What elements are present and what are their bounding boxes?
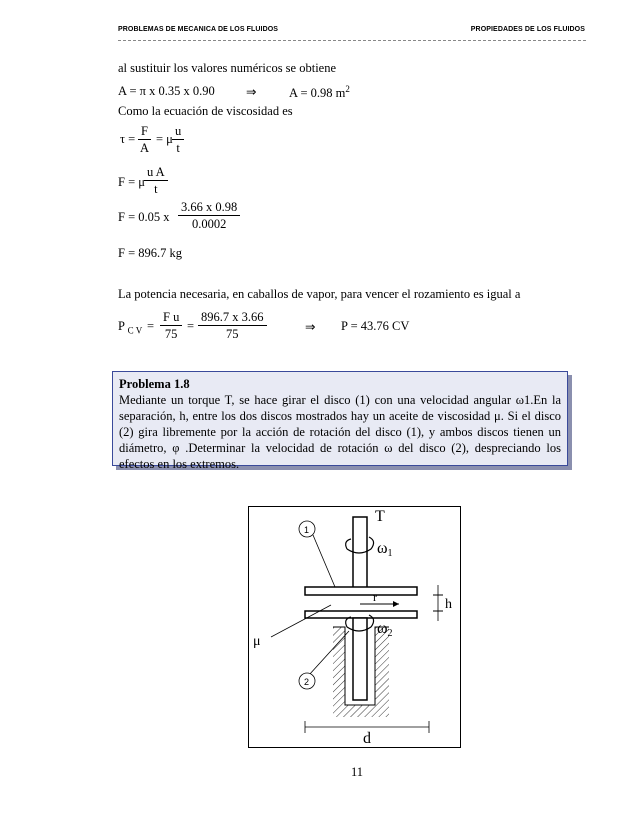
header-divider	[118, 40, 586, 41]
tau-den-2: t	[176, 141, 180, 155]
area-equation-rhs: A = 0.98 $m^2$	[289, 84, 350, 101]
label-omega-1: ω1	[377, 540, 393, 559]
power-eq-2: =	[187, 319, 195, 333]
power-result: P = 43.76 CV	[341, 319, 410, 333]
text-line-2: Como la ecuación de viscosidad es	[118, 104, 293, 118]
force-eq-2-fraction	[178, 200, 240, 231]
tau-fraction-2	[172, 124, 184, 155]
power-fraction-1	[160, 310, 182, 341]
disc-diagram	[248, 506, 461, 748]
label-1: 1	[304, 525, 310, 535]
force-eq-2-num: 3.66 x 0.98	[178, 200, 240, 216]
header-right: PROPIEDADES DE LOS FLUIDOS	[470, 26, 585, 33]
page-number: 11	[351, 765, 364, 779]
force-eq-1-num: u A	[144, 165, 168, 181]
disc-2	[305, 611, 417, 618]
implies-symbol: ⇒	[246, 85, 257, 99]
power-fraction-2	[198, 310, 267, 341]
disc-1	[305, 587, 417, 595]
power-num-1: F u	[160, 310, 182, 326]
tau-mid: = μ	[156, 132, 173, 146]
label-r: r	[373, 590, 377, 604]
force-result: F = 896.7 kg	[118, 246, 183, 260]
tau-den-1: A	[139, 141, 149, 155]
disc-diagram-svg	[249, 507, 460, 747]
label-d: d	[363, 730, 371, 747]
force-eq-2-lhs: F = 0.05 x	[118, 210, 170, 224]
problem-text: Mediante un torque T, se hace girar el disco (1) con una velocidad angular ω1.En la separación, h, entre los dos discos mostrados hay un aceite de viscosidad μ. Si el disco (2) gira libremente por la acción de rotación del disco (1), y ambos discos tienen un diámetro, φ .Determinar la velocidad de rotación ω del disco (2), despreciando los efectos en los extremos.	[119, 393, 561, 471]
force-eq-1-fraction	[144, 165, 168, 196]
power-den-2: 75	[226, 327, 239, 341]
label-T: T	[375, 508, 385, 525]
tau-lhs: τ =	[120, 132, 136, 146]
label-2: 2	[304, 677, 310, 687]
force-eq-2-den: 0.0002	[191, 217, 227, 231]
label-mu: μ	[253, 634, 261, 649]
text-line-1: al sustituir los valores numéricos se obtiene	[118, 61, 337, 75]
upper-shaft	[353, 517, 367, 593]
power-eq: =	[147, 319, 155, 333]
force-eq-1-lhs: F = μ	[118, 175, 145, 189]
text-line-3: La potencia necesaria, en caballos de vapor, para vencer el rozamiento es igual a	[118, 287, 521, 301]
power-lhs: P $_{C V}$	[118, 319, 143, 336]
power-implies: ⇒	[305, 320, 316, 334]
tau-fraction-1	[138, 124, 151, 155]
label-h: h	[445, 597, 452, 612]
tau-num-2: u	[172, 124, 184, 140]
leader-1	[313, 535, 335, 587]
area-equation-lhs: A = π x 0.35 x 0.90	[118, 84, 215, 98]
leader-mu	[271, 605, 331, 637]
power-num-2: 896.7 x 3.66	[198, 310, 267, 326]
power-den-1: 75	[164, 327, 178, 341]
header-left: PROBLEMAS DE MECANICA DE LOS FLUIDOS	[118, 26, 279, 33]
tau-num-1: F	[138, 124, 151, 140]
problem-title: Problema 1.8	[119, 377, 190, 391]
force-eq-1-den: t	[154, 182, 158, 196]
label-omega-2: ω2	[377, 620, 393, 639]
problem-box	[112, 371, 568, 471]
